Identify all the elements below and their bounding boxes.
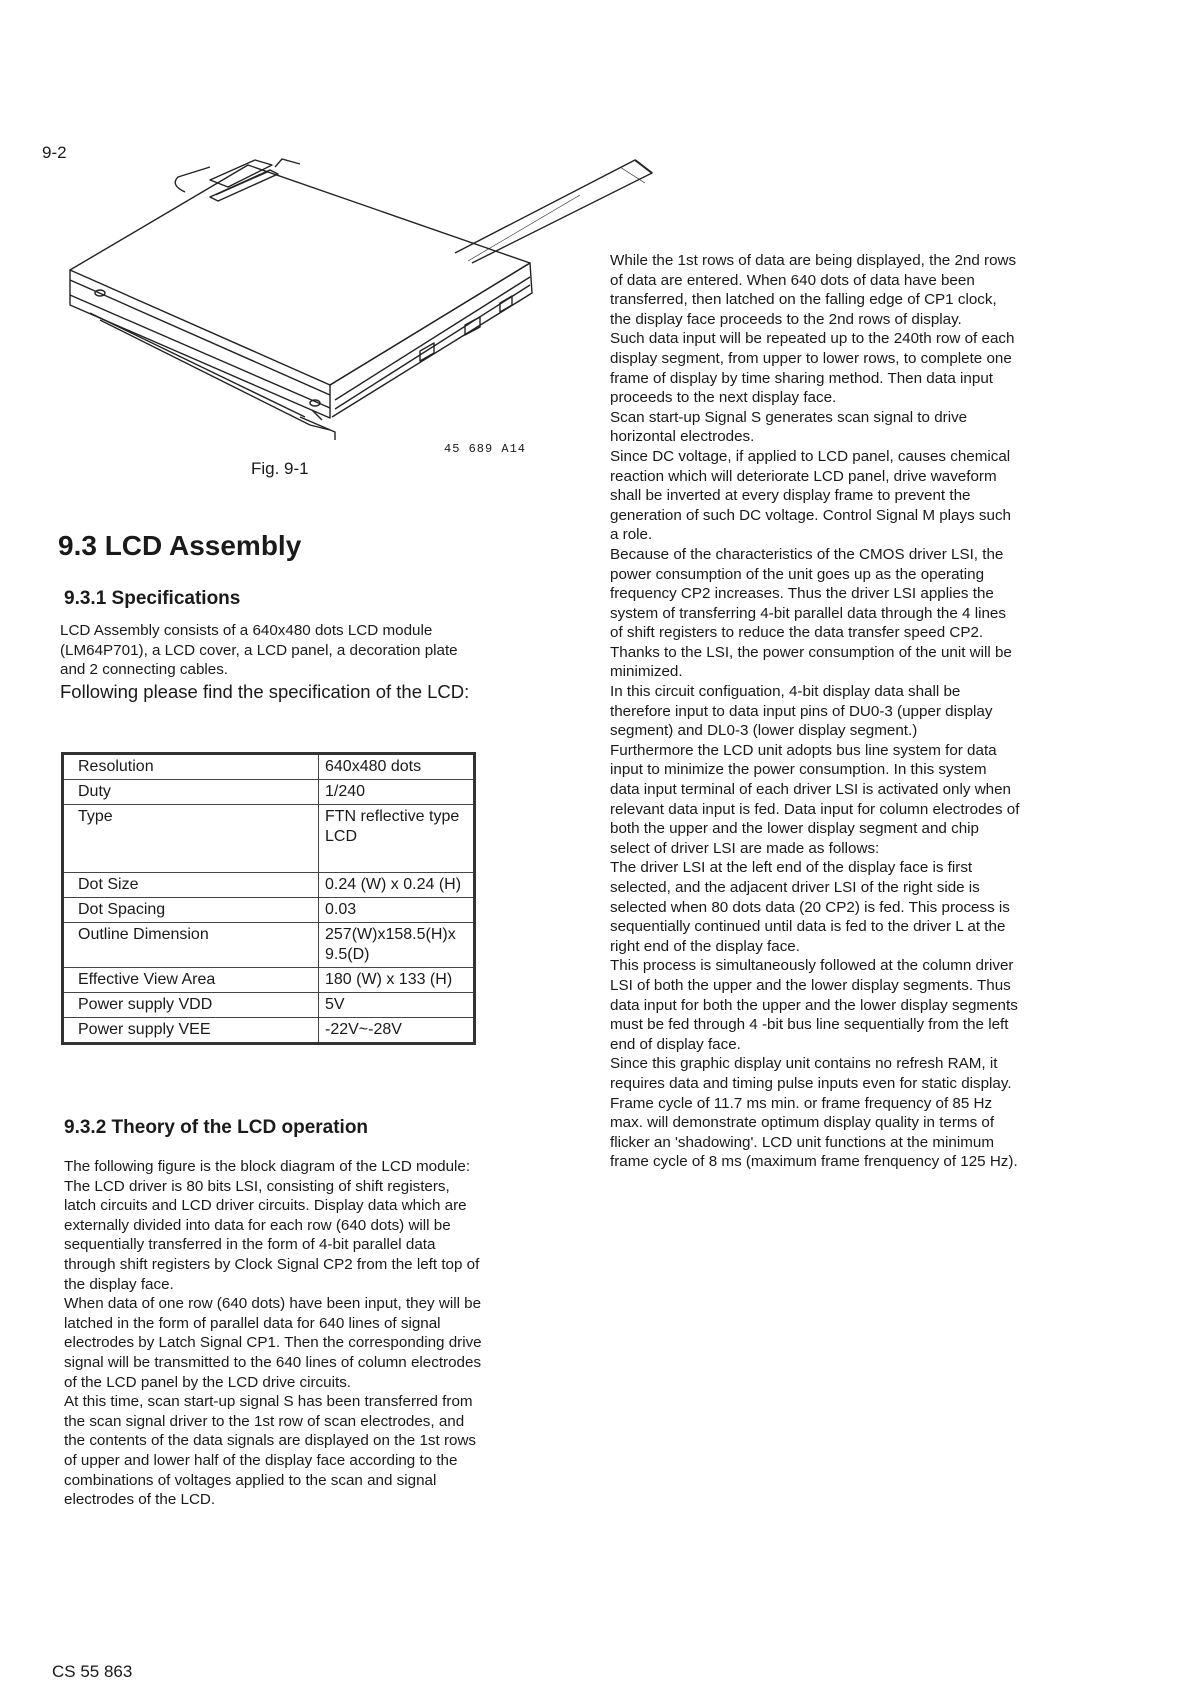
paragraph: The following figure is the block diagram of the LCD module: xyxy=(64,1158,471,1175)
spec-value: -22V~-28V xyxy=(319,1018,475,1044)
spec-label: Resolution xyxy=(63,754,319,780)
paragraph: Frame cycle of 11.7 ms min. or frame frequency of 85 Hz max. will demonstrate optimum display quality in terms of flicker an 'shadowing'. LCD unit functions at the minimum frame cycle of 8 ms (maximum frame frenquency of 125 Hz). xyxy=(610,1094,1018,1171)
paragraph: Scan start-up Signal S generates scan signal to drive horizontal electrodes. xyxy=(610,408,968,446)
spec-value: 180 (W) x 133 (H) xyxy=(319,968,475,993)
spec-label: Duty xyxy=(63,780,319,805)
spec-label: Power supply VEE xyxy=(63,1018,319,1044)
paragraph: Such data input will be repeated up to the 240th row of each display segment, from upper to lower rows, to complete one frame of display by time sharing method. Then data input proceeds to the next display face. xyxy=(610,330,1015,407)
spec-label: Effective View Area xyxy=(63,968,319,993)
paragraph: Since DC voltage, if applied to LCD panel, causes chemical reaction which will deteriorate LCD panel, drive waveform shall be inverted at every display frame to prevent the generation of such DC voltage. Control Signal M plays such a role. xyxy=(610,447,1011,544)
paragraph: In this circuit configuation, 4-bit display data shall be therefore input to data input pins of DU0-3 (upper display segment) and DL0-3 (lower display segment.) xyxy=(610,683,993,740)
paragraph: While the 1st rows of data are being displayed, the 2nd rows of data are entered. When 640 dots of data have been transferred, then latched on the falling edge of CP1 clock, the display face proceeds to the 2nd rows of display. xyxy=(610,252,1017,328)
figure-caption: Fig. 9-1 xyxy=(251,459,309,478)
theory-heading: 9.3.2 Theory of the LCD operation xyxy=(64,1117,369,1138)
spec-value: 1/240 xyxy=(319,780,475,805)
spec-value: 640x480 dots xyxy=(319,754,475,780)
specification-table xyxy=(61,752,476,1045)
paragraph: When data of one row (640 dots) have been input, they will be latched in the form of parallel data for 640 lines of signal electrodes by Latch Signal CP1. Then the corresponding drive signal will be transmitted to the 640 lines of column electrodes of the LCD panel by the LCD drive circuits. xyxy=(64,1295,482,1391)
table-row xyxy=(63,1018,475,1044)
table-row xyxy=(63,923,475,968)
specifications-intro-text: LCD Assembly consists of a 640x480 dots LCD module (LM64P701), a LCD cover, a LCD panel, a decoration plate and 2 connecting cables. xyxy=(60,622,458,679)
table-row xyxy=(63,873,475,898)
table-row xyxy=(63,780,475,805)
spec-label: Outline Dimension xyxy=(63,923,319,968)
paragraph: At this time, scan start-up signal S has been transferred from the scan signal driver to the 1st row of scan electrodes, and the contents of the data signals are displayed on the 1st rows of upper and lower half of the display face according to the combinations of voltages applied to the scan and signal electrodes of the LCD. xyxy=(64,1393,477,1509)
table-row xyxy=(63,993,475,1018)
lcd-module-drawing xyxy=(60,155,670,470)
footer-document-code: CS 55 863 xyxy=(52,1662,133,1681)
page-number: 9-2 xyxy=(42,143,67,162)
paragraph: Since this graphic display unit contains no refresh RAM, it requires data and timing pulse inputs even for static display. xyxy=(610,1055,1012,1092)
theory-right-column xyxy=(610,251,1020,1172)
specifications-intro-large: Following please find the specification of the LCD: xyxy=(60,680,470,702)
paragraph: Because of the characteristics of the CMOS driver LSI, the power consumption of the unit goes up as the operating frequency CP2 increases. Thus the driver LSI applies the system of transferring 4-bit parallel data through the 4 lines of shift registers to reduce the data transfer speed CP2. Thanks to the LSI, the power consumption of the unit will be minimized. xyxy=(610,545,1012,681)
paragraph: The LCD driver is 80 bits LSI, consisting of shift registers, latch circuits and LCD driver circuits. Display data which are externally divided into data for each row (640 dots) will be sequentially transferred in the form of 4-bit parallel data through shift registers by Clock Signal CP2 from the left top of the display face. xyxy=(64,1177,480,1293)
specifications-intro xyxy=(60,621,480,703)
spec-value: FTN reflective type LCD xyxy=(319,805,475,873)
spec-value: 5V xyxy=(319,993,475,1018)
paragraph: Furthermore the LCD unit adopts bus line system for data input to minimize the power consumption. In this system data input terminal of each driver LSI is activated only when relevant data input is fed. Data input for column electrodes of both the upper and the lower display segment and chip select of driver LSI are made as follows: xyxy=(610,741,1020,857)
lcd-assembly-figure xyxy=(60,155,670,470)
spec-label: Power supply VDD xyxy=(63,993,319,1018)
spec-label: Type xyxy=(63,805,319,873)
spec-label: Dot Spacing xyxy=(63,898,319,923)
table-row xyxy=(63,805,475,873)
spec-value: 0.03 xyxy=(319,898,475,923)
table-row xyxy=(63,898,475,923)
spec-value: 257(W)x158.5(H)x 9.5(D) xyxy=(319,923,475,968)
paragraph: This process is simultaneously followed at the column driver LSI of both the upper and the lower display segments. Thus data input for both the upper and the lower display segments must be fed through 4 -bit bus line sequentially from the left end of display face. xyxy=(610,957,1018,1053)
figure-drawing-code: 45 689 A14 xyxy=(444,442,527,456)
section-title: 9.3 LCD Assembly xyxy=(58,530,302,561)
spec-label: Dot Size xyxy=(63,873,319,898)
table-row xyxy=(63,754,475,780)
table-row xyxy=(63,968,475,993)
spec-value: 0.24 (W) x 0.24 (H) xyxy=(319,873,475,898)
specifications-heading: 9.3.1 Specifications xyxy=(64,588,241,609)
paragraph: The driver LSI at the left end of the display face is first selected, and the adjacent driver LSI of the right side is selected when 80 dots data (20 CP2) is fed. This process is sequentially continued until data is fed to the driver L at the right end of the display face. xyxy=(610,859,1010,955)
theory-left-column xyxy=(64,1157,484,1510)
